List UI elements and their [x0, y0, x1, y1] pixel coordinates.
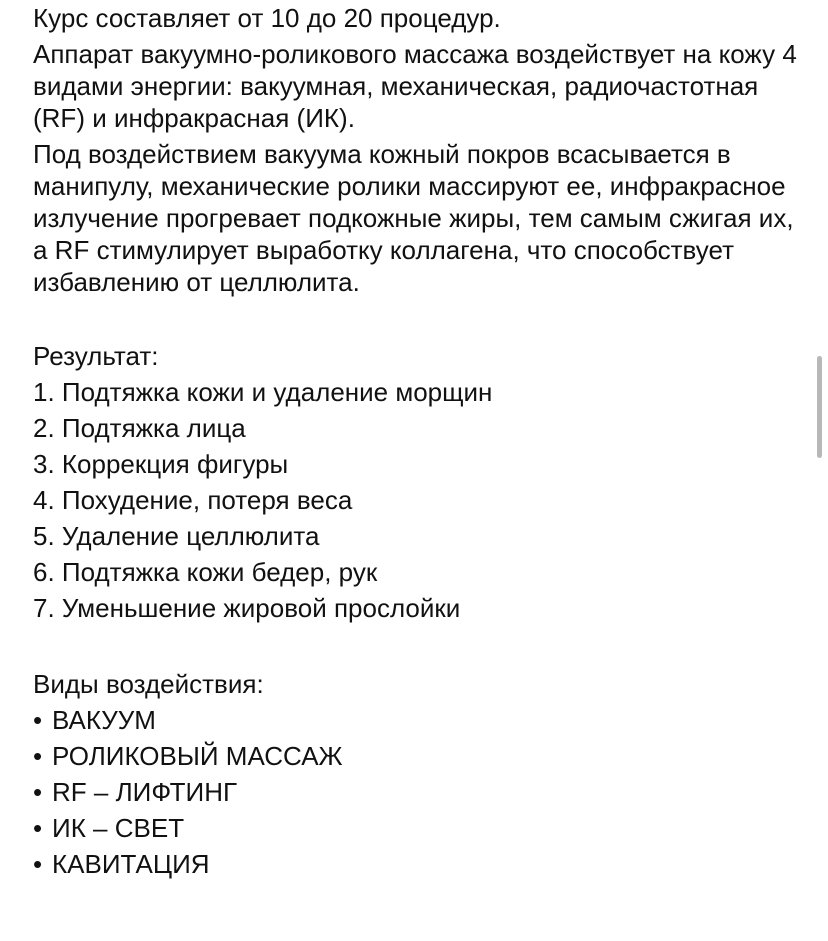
- message-text: [33, 2, 803, 882]
- effects-title: Виды воздействия:: [33, 669, 264, 699]
- intro-paragraph-mechanism: Под воздействием вакуума кожный покров всасывается в манипулу, механические ролики массируют ее, инфракрасное излучение прогревает подкожные жиры, тем самым сжигая их, а RF стимулирует выработку коллагена, что способствует избавлению от целлюлита.: [33, 139, 794, 297]
- results-item: 4. Похудение, потеря веса: [33, 485, 353, 515]
- effects-item: [33, 810, 803, 846]
- effects-item: [33, 846, 803, 882]
- scrollbar-thumb[interactable]: [817, 356, 822, 458]
- effects-section: [33, 666, 803, 882]
- results-item: 1. Подтяжка кожи и удаление морщин: [33, 377, 493, 407]
- results-section: [33, 338, 803, 626]
- effects-item-label: ИК – СВЕТ: [52, 813, 185, 843]
- bullet-icon: •: [33, 777, 43, 807]
- results-item: 2. Подтяжка лица: [33, 413, 246, 443]
- effects-item: [33, 738, 803, 774]
- bullet-icon: •: [33, 813, 43, 843]
- results-item: 7. Уменьшение жировой прослойки: [33, 593, 461, 623]
- bullet-icon: •: [33, 741, 43, 771]
- effects-item-label: РОЛИКОВЫЙ МАССАЖ: [52, 741, 343, 771]
- effects-item-label: КАВИТАЦИЯ: [52, 849, 210, 879]
- bullet-icon: •: [33, 849, 43, 879]
- results-item: 6. Подтяжка кожи бедер, рук: [33, 557, 378, 587]
- results-list: [33, 374, 803, 626]
- results-item: 5. Удаление целлюлита: [33, 521, 320, 551]
- results-item: 3. Коррекция фигуры: [33, 449, 289, 479]
- effects-item: [33, 774, 803, 810]
- results-title: Результат:: [33, 341, 159, 371]
- effects-item-label: RF – ЛИФТИНГ: [52, 777, 238, 807]
- intro-paragraph-course: Курс составляет от 10 до 20 процедур.: [33, 3, 501, 33]
- effects-item: [33, 702, 803, 738]
- effects-list: [33, 702, 803, 882]
- intro-paragraph-device: Аппарат вакуумно-роликового массажа воздействует на кожу 4 видами энергии: вакуумная, механическая, радиочастотная (RF) и инфракрасная (ИК).: [33, 39, 797, 133]
- bullet-icon: •: [33, 705, 43, 735]
- effects-item-label: ВАКУУМ: [52, 705, 156, 735]
